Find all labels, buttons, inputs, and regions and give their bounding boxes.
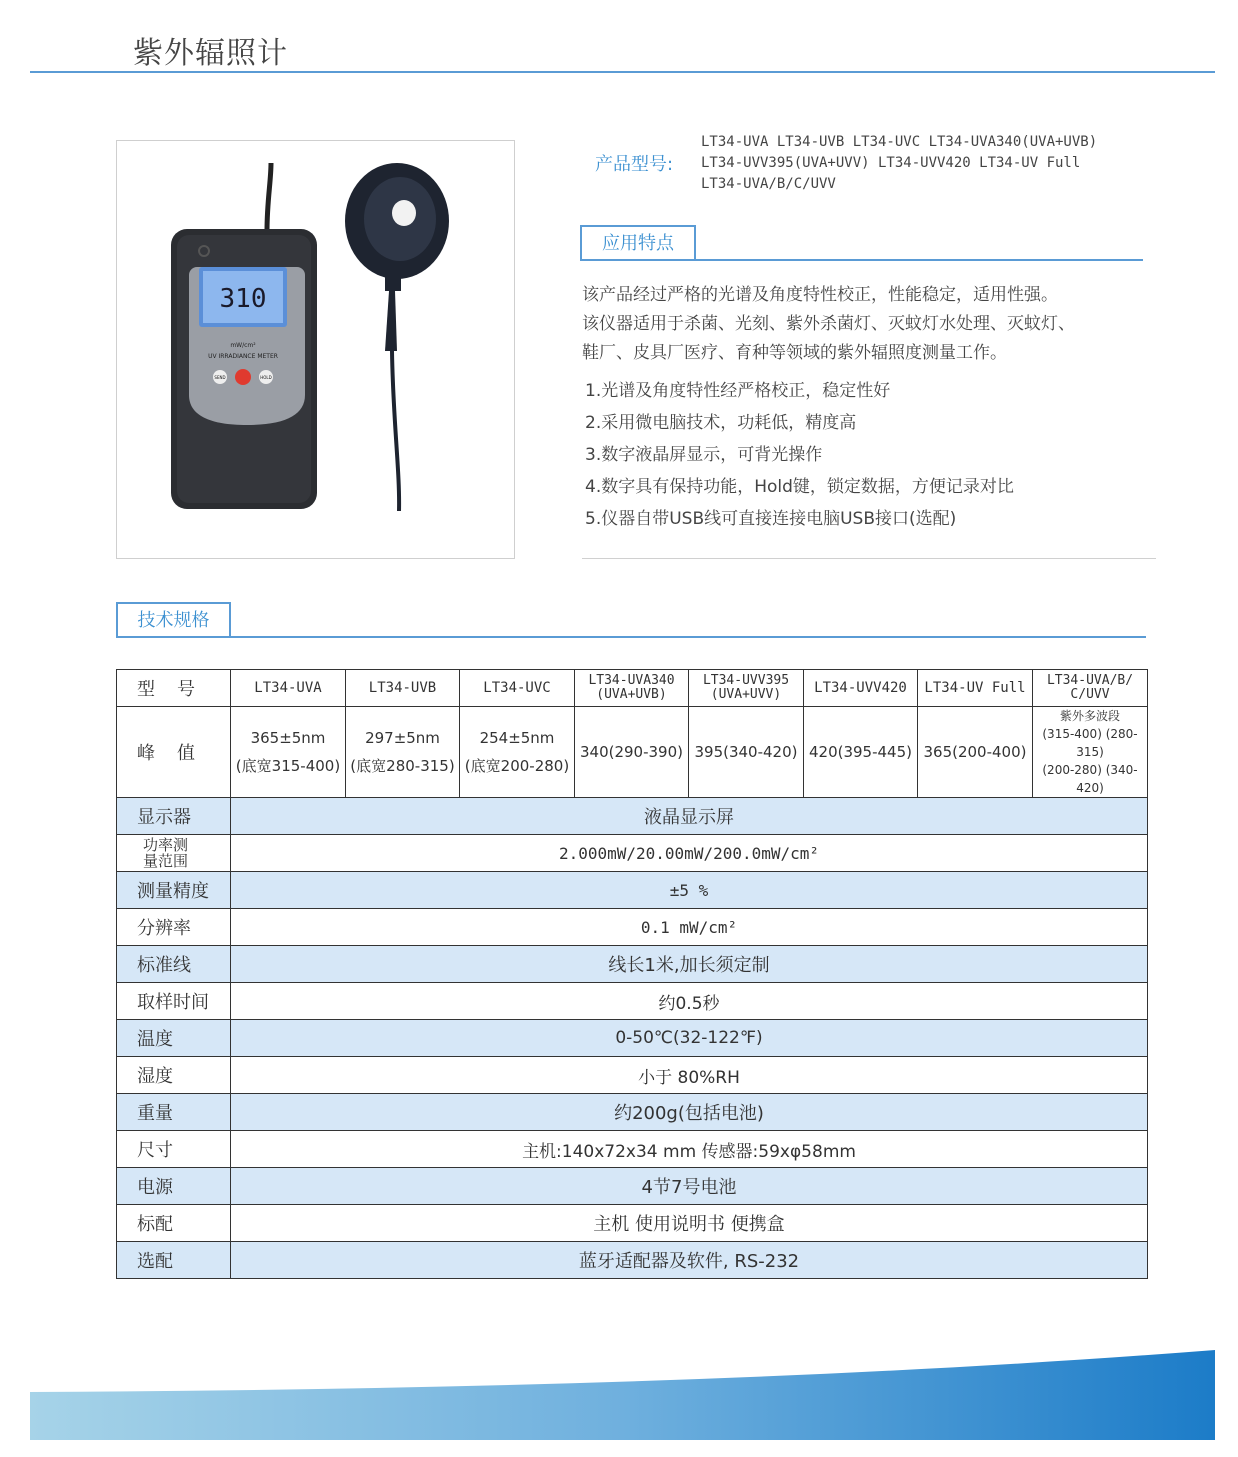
table-cell — [575, 670, 689, 707]
cell-line: (UVA+UVB) — [596, 687, 667, 702]
model-line: LT34-UVA/B/C/UVV — [701, 176, 836, 192]
product-image — [116, 140, 515, 559]
row-header: 显示器 — [117, 798, 231, 835]
model-row — [117, 670, 1148, 707]
spec-row — [117, 872, 1148, 909]
spec-row — [117, 835, 1148, 872]
row-value: 主机 使用说明书 便携盒 — [231, 1205, 1148, 1242]
feature-item: 3.数字液晶屏显示，可背光操作 — [585, 445, 823, 465]
title-divider — [30, 71, 1215, 73]
spec-row — [117, 1205, 1148, 1242]
table-cell: 420(395-445) — [804, 707, 918, 798]
row-header: 尺寸 — [117, 1131, 231, 1168]
description-line: 该产品经过严格的光谱及角度特性校正，性能稳定，适用性强。 — [582, 285, 1058, 305]
table-cell — [1033, 707, 1148, 798]
table-cell — [460, 707, 575, 798]
row-value: 蓝牙适配器及软件, RS-232 — [231, 1242, 1148, 1279]
page-title: 紫外辐照计 — [133, 36, 288, 71]
send-button-text: SEND — [214, 375, 226, 380]
section-divider — [582, 558, 1156, 559]
cell-line: (UVA+UVV) — [710, 687, 782, 702]
model-list — [701, 132, 1097, 195]
row-value: 液晶显示屏 — [231, 798, 1148, 835]
cell-line: C/UVV — [1070, 687, 1110, 702]
spec-row — [117, 1131, 1148, 1168]
spec-table — [116, 669, 1148, 1279]
cell-line: LT34-UVA340 — [588, 673, 675, 688]
row-header: 标准线 — [117, 946, 231, 983]
cell-line: 紫外多波段 — [1059, 709, 1120, 723]
row-header: 分辨率 — [117, 909, 231, 946]
row-value: 约200g(包括电池) — [231, 1094, 1148, 1131]
row-header: 选配 — [117, 1242, 231, 1279]
table-cell: LT34-UVB — [346, 670, 460, 707]
row-value: 4节7号电池 — [231, 1168, 1148, 1205]
cell-line: 297±5nm — [365, 729, 440, 747]
model-line: LT34-UVV395(UVA+UVV) LT34-UVV420 LT34-UV Full — [701, 155, 1081, 171]
row-value: 2.000mW/20.00mW/200.0mW/cm² — [231, 835, 1148, 872]
description-line: 该仪器适用于杀菌、光刻、紫外杀菌灯、灭蚊灯水处理、灭蚊灯、 — [582, 314, 1075, 334]
table-cell: LT34-UVV420 — [804, 670, 918, 707]
row-header: 温度 — [117, 1020, 231, 1057]
cell-line: (底宽315-400) — [235, 757, 341, 775]
row-value: 0-50℃(32-122℉) — [231, 1020, 1148, 1057]
spec-rule — [116, 636, 1146, 638]
spec-row — [117, 909, 1148, 946]
feature-item: 5.仪器自带USB线可直接连接电脑USB接口(选配) — [585, 509, 957, 529]
hold-button-text: HOLD — [260, 375, 272, 380]
row-value: 小于 80%RH — [231, 1057, 1148, 1094]
feature-item: 2.采用微电脑技术，功耗低，精度高 — [585, 413, 857, 433]
table-cell: 365(200-400) — [918, 707, 1033, 798]
table-cell: 340(290-390) — [575, 707, 689, 798]
feature-item: 1.光谱及角度特性经严格校正，稳定性好 — [585, 381, 891, 401]
table-cell — [231, 707, 346, 798]
row-header: 重量 — [117, 1094, 231, 1131]
model-label: 产品型号: — [595, 154, 674, 175]
spec-row — [117, 1242, 1148, 1279]
table-cell: LT34-UV Full — [918, 670, 1033, 707]
row-header-line: 功率测 — [143, 836, 189, 854]
model-line: LT34-UVA LT34-UVB LT34-UVC LT34-UVA340(UVA+UVB) — [701, 134, 1098, 150]
cell-line: 254±5nm — [479, 729, 555, 747]
spec-row — [117, 983, 1148, 1020]
cell-line: (底宽200-280) — [464, 757, 570, 775]
row-header: 取样时间 — [117, 983, 231, 1020]
cell-line: (200-280) (340-420) — [1042, 763, 1138, 795]
row-value: 线长1米,加长须定制 — [231, 946, 1148, 983]
lcd-unit-text: mW/cm² — [230, 342, 256, 349]
feature-item: 4.数字具有保持功能，Hold键，锁定数据，方便记录对比 — [585, 477, 1014, 497]
lcd-reading: 310 — [219, 284, 267, 314]
row-value: 0.1 mW/cm² — [231, 909, 1148, 946]
spec-row — [117, 1057, 1148, 1094]
row-header-line: 量范围 — [143, 852, 189, 870]
table-cell — [1033, 670, 1148, 707]
cell-line: LT34-UVA/B/ — [1046, 673, 1134, 688]
spec-row — [117, 1168, 1148, 1205]
cell-line: 365±5nm — [250, 729, 326, 747]
spec-row — [117, 1094, 1148, 1131]
row-header: 型 号 — [117, 670, 231, 707]
table-cell: 395(340-420) — [689, 707, 804, 798]
cell-line: (底宽280-315) — [350, 757, 455, 775]
row-header: 标配 — [117, 1205, 231, 1242]
uv-meter-illustration — [117, 141, 514, 558]
cell-line: LT34-UVV395 — [702, 673, 790, 688]
feature-list — [585, 375, 1014, 535]
row-header: 电源 — [117, 1168, 231, 1205]
cell-line: (315-400) (280-315) — [1042, 727, 1138, 759]
row-value: 主机:140x72x34 mm 传感器:59xφ58mm — [231, 1131, 1148, 1168]
application-tab: 应用特点 — [580, 225, 696, 261]
row-header: 峰 值 — [117, 707, 231, 798]
table-cell: LT34-UVC — [460, 670, 575, 707]
table-cell — [689, 670, 804, 707]
row-value: 约0.5秒 — [231, 983, 1148, 1020]
row-header: 湿度 — [117, 1057, 231, 1094]
peak-row — [117, 707, 1148, 798]
application-rule — [580, 259, 1143, 261]
footer-gradient-band — [30, 1350, 1215, 1440]
spec-row — [117, 798, 1148, 835]
table-cell — [346, 707, 460, 798]
row-value: ±5 % — [231, 872, 1148, 909]
table-cell: LT34-UVA — [231, 670, 346, 707]
spec-tab: 技术规格 — [116, 602, 231, 638]
application-description — [582, 281, 1162, 368]
row-header: 测量精度 — [117, 872, 231, 909]
row-header — [117, 835, 231, 872]
meter-label-text: UV IRRADIANCE METER — [208, 353, 278, 360]
spec-row — [117, 946, 1148, 983]
description-line: 鞋厂、皮具厂医疗、育种等领域的紫外辐照度测量工作。 — [582, 343, 1007, 363]
spec-row — [117, 1020, 1148, 1057]
